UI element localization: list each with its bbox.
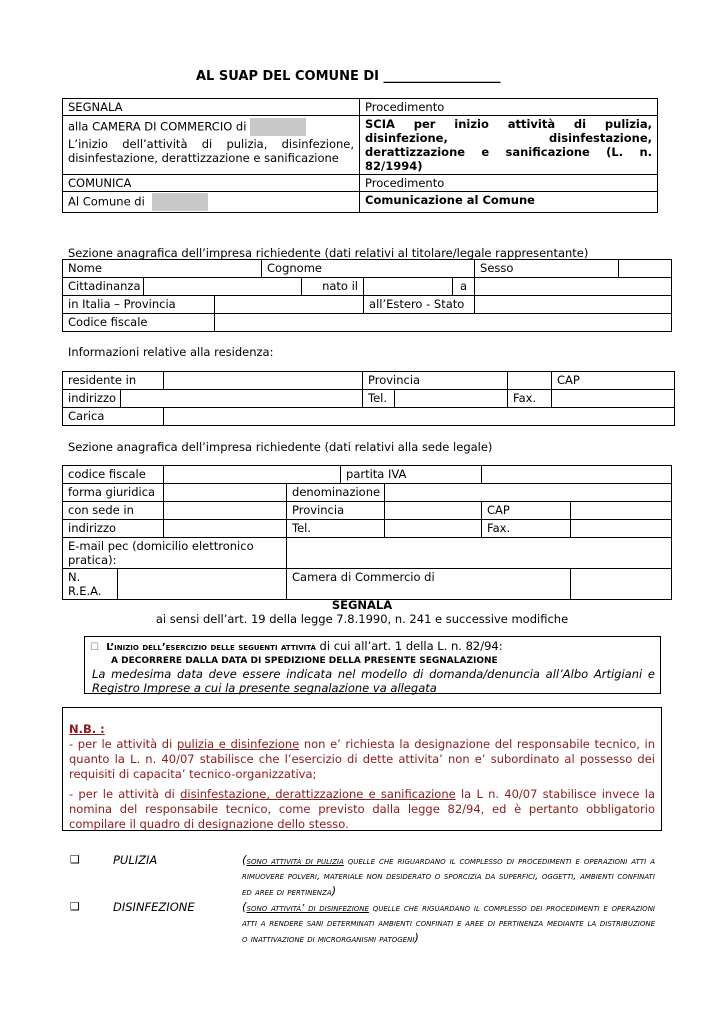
section-heading-sede: Sezione anagrafica dell’impresa richiedente (dati relativi alla sede legale)	[68, 440, 493, 454]
sede-fax-label: Fax.	[482, 520, 571, 538]
camera-commercio-sede-label: Camera di Commercio di	[287, 569, 571, 600]
con-sede-in-field[interactable]	[164, 502, 287, 520]
sesso-field[interactable]	[619, 260, 672, 278]
camera-commercio-sede-field[interactable]	[571, 569, 672, 600]
inizio-esercizio-rest: di cui all’art. 1 della L. n. 82/94:	[315, 639, 503, 653]
forma-giuridica-field[interactable]	[164, 484, 287, 502]
disinfezione-definition: (sono attività’ di disinfezione quelle che riguardano il complesso dei procedimenti e operazioni atti a rendere sani determinati ambienti confinati e aree di pertinenza mediante la distribuzione o inattivazione di microrganismi patogeni)	[242, 900, 655, 945]
camera-commercio-cell	[63, 116, 360, 175]
indirizzo-label: indirizzo	[63, 390, 121, 408]
partita-iva-field[interactable]	[482, 466, 672, 484]
camera-commercio-field[interactable]	[250, 118, 306, 136]
procedure-table	[62, 98, 658, 213]
scia-text: SCIA per inizio attività di pulizia, disinfezione, disinfestazione, derattizzazione e sanificazione (L. n. 82/1994)	[360, 116, 658, 175]
cittadinanza-label: Cittadinanza	[63, 278, 144, 296]
sede-codice-fiscale-field[interactable]	[164, 466, 341, 484]
section-heading-residenza: Informazioni relative alla residenza:	[68, 345, 274, 359]
partita-iva-label: partita IVA	[341, 466, 482, 484]
nato-il-label: nato il	[302, 278, 364, 296]
rea-field[interactable]	[118, 569, 287, 600]
residente-in-label: residente in	[63, 372, 164, 390]
nb-box	[62, 707, 662, 831]
cittadinanza-field[interactable]	[144, 278, 302, 296]
sede-indirizzo-field[interactable]	[164, 520, 287, 538]
sede-cap-field[interactable]	[571, 502, 672, 520]
fax-label: Fax.	[508, 390, 552, 408]
pulizia-label: PULIZIA	[113, 853, 158, 867]
cognome-label: Cognome	[262, 260, 475, 278]
italia-provincia-label: in Italia – Provincia	[63, 296, 215, 314]
nb-paragraph-1: - per le attività di pulizia e disinfezione non e’ richiesta la designazione del responsabile tecnico, in quanto la L. n. 40/07 stabilisce che l’esercizio di dette attivita’ non e’ subordinato al possesso dei requisiti di capacita’ tecnico-organizzativa;	[69, 737, 655, 781]
comune-field[interactable]	[152, 193, 208, 211]
denominazione-field[interactable]	[385, 484, 672, 502]
sede-provincia-field[interactable]	[385, 502, 482, 520]
segnala-box	[84, 636, 661, 694]
inizio-esercizio-label: L’inizio dell’esercizio delle seguenti attività	[106, 642, 316, 653]
nome-label: Nome	[63, 260, 262, 278]
provincia-label: Provincia	[363, 372, 508, 390]
estero-stato-label: all’Estero - Stato	[364, 296, 475, 314]
sede-legale-table	[62, 465, 672, 600]
pulizia-checkbox-icon[interactable]: ❑	[70, 853, 80, 866]
segnala-subtitle: ai sensi dell’art. 19 della legge 7.8.1990, n. 241 e successive modifiche	[155, 612, 569, 626]
segnala-title: SEGNALA	[331, 598, 393, 612]
comune-label: Al Comune di	[68, 194, 145, 209]
denominazione-label: denominazione	[287, 484, 385, 502]
decorrere-text: A DECORRERE DALLA DATA DI SPEDIZIONE DELLA PRESENTE SEGNALAZIONE	[111, 656, 498, 666]
residenza-table	[62, 371, 675, 426]
carica-field[interactable]	[164, 408, 675, 426]
sede-tel-label: Tel.	[287, 520, 385, 538]
section-heading-titolare: Sezione anagrafica dell’impresa richiedente (dati relativi al titolare/legale rappresentante)	[68, 246, 589, 260]
inizio-attivita-text: L’inizio dell’attività di pulizia, disinfezione, disinfestazione, derattizzazione e sanificazione	[68, 137, 354, 165]
codice-fiscale-field[interactable]	[215, 314, 672, 332]
estero-stato-field[interactable]	[475, 296, 672, 314]
tel-label: Tel.	[363, 390, 395, 408]
luogo-field[interactable]	[475, 278, 672, 296]
fax-field[interactable]	[552, 390, 675, 408]
luogo-label: a	[453, 278, 475, 296]
residente-in-field[interactable]	[164, 372, 363, 390]
sede-codice-fiscale-label: codice fiscale	[63, 466, 164, 484]
carica-label: Carica	[63, 408, 164, 426]
pulizia-definition: (sono attività di pulizia quelle che riguardano il complesso di procedimenti e operazioni atti a rimuovere polveri, materiale non desiderato o sporcizia da superfici, oggetti, ambienti confinati ed aree di pertinenza)	[242, 853, 655, 898]
con-sede-in-label: con sede in	[63, 502, 164, 520]
nato-il-field[interactable]	[364, 278, 453, 296]
codice-fiscale-label: Codice fiscale	[63, 314, 215, 332]
nb-paragraph-2: - per le attività di disinfestazione, derattizzazione e sanificazione la L n. 40/07 stabilisce invece la nomina del responsabile tecnico, come previsto dalla legge 82/94, ed è pertanto obbligatorio compilare il quadro di designazione dello stesso.	[69, 787, 655, 831]
checkbox-icon[interactable]: ☐	[90, 642, 99, 653]
email-pec-field[interactable]	[287, 538, 672, 569]
forma-giuridica-label: forma giuridica	[63, 484, 164, 502]
rea-label: N. R.E.A.	[63, 569, 118, 600]
procedimento-label-2: Procedimento	[360, 175, 658, 192]
disinfezione-checkbox-icon[interactable]: ❑	[70, 900, 80, 913]
titolare-table	[62, 259, 672, 332]
sede-tel-field[interactable]	[385, 520, 482, 538]
sede-indirizzo-label: indirizzo	[63, 520, 164, 538]
sesso-label: Sesso	[475, 260, 619, 278]
indirizzo-field[interactable]	[121, 390, 363, 408]
tel-field[interactable]	[395, 390, 508, 408]
nb-title: N.B. :	[69, 722, 105, 736]
sede-fax-field[interactable]	[571, 520, 672, 538]
provincia-field[interactable]	[508, 372, 552, 390]
sede-provincia-label: Provincia	[287, 502, 385, 520]
camera-commercio-label: alla CAMERA DI COMMERCIO di	[68, 119, 247, 134]
disinfezione-label: DISINFEZIONE	[113, 900, 195, 914]
segnala-label: SEGNALA	[63, 99, 360, 116]
italia-provincia-field[interactable]	[215, 296, 364, 314]
page-title: AL SUAP DEL COMUNE DI __________________	[196, 69, 501, 84]
procedimento-label: Procedimento	[360, 99, 658, 116]
comunicazione-text: Comunicazione al Comune	[360, 192, 658, 213]
comunica-label: COMUNICA	[63, 175, 360, 192]
sede-cap-label: CAP	[482, 502, 571, 520]
cap-label: CAP	[552, 372, 675, 390]
email-pec-label: E-mail pec (domicilio elettronico pratica):	[63, 538, 287, 569]
segnala-note: La medesima data deve essere indicata nel modello di domanda/denuncia all’Albo Artigiani e Registro Imprese a cui la presente segnalazione va allegata	[92, 667, 655, 695]
